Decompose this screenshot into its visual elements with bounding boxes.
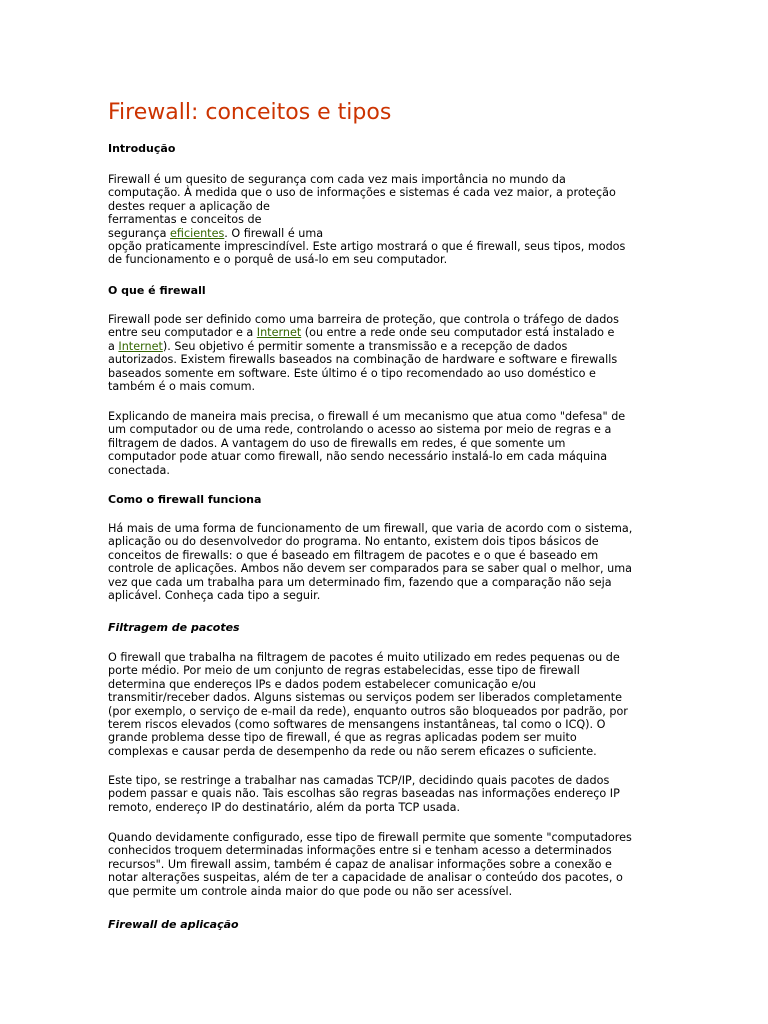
link-internet[interactable]: Internet: [118, 339, 163, 353]
heading-o-que-e-firewall: O que é firewall: [108, 284, 206, 297]
text-line: transmitir/receber dados. Alguns sistemas ou serviços podem ser liberados completamente: [108, 691, 623, 705]
text-line: complexas e causar perda de desempenho da rede ou não serem eficazes o suficiente.: [108, 744, 597, 758]
text-line: O firewall que trabalha na filtragem de pacotes é muito utilizado em redes pequenas ou de: [108, 651, 620, 664]
text-line: terem riscos elevados (como softwares de mensangens instantâneas, tal como o ICQ). O: [108, 718, 606, 732]
text-line: recursos". Um firewall assim, também é capaz de analisar informações sobre a conexão e: [108, 857, 612, 871]
text-line: Firewall é um quesito de segurança com cada vez mais importância no mundo da: [108, 173, 566, 186]
link-eficientes[interactable]: eficientes: [170, 226, 225, 240]
text-line: porte médio. Por meio de um conjunto de regras estabelecidas, esse tipo de firewall: [108, 664, 580, 678]
text-line: conhecidos troquem determinadas informações entre si e tenham acesso a determinados: [108, 844, 612, 858]
text-line: opção praticamente imprescindível. Este artigo mostrará o que é firewall, seus tipos, modos: [108, 240, 626, 254]
text-line: podem passar e quais não. Tais escolhas são regras baseadas nas informações endereço IP: [108, 787, 620, 801]
heading-filtragem-de-pacotes: Filtragem de pacotes: [108, 621, 240, 634]
text-line: Quando devidamente configurado, esse tipo de firewall permite que somente "computadores: [108, 831, 632, 844]
text-line: remoto, endereço IP do destinatário, além da porta TCP usada.: [108, 800, 461, 814]
link-internet[interactable]: Internet: [256, 326, 302, 340]
text-line: baseados somente em software. Este último é o tipo recomendado ao uso doméstico e: [108, 366, 596, 380]
heading-introducao: Introdução: [108, 142, 176, 155]
text-line: conectada.: [108, 463, 170, 477]
paragraph-introducao: [108, 173, 625, 267]
paragraph-o-que-e-firewall-1: [108, 313, 619, 393]
text-line: Explicando de maneira mais precisa, o firewall é um mecanismo que atua como "defesa" de: [108, 410, 626, 423]
text-line: filtragem de dados. A vantagem do uso de firewalls em redes, é que somente um: [108, 436, 566, 450]
heading-como-funciona: Como o firewall funciona: [108, 493, 262, 506]
text-line: Este tipo, se restringe a trabalhar nas camadas TCP/IP, decidindo quais pacotes de dados: [108, 774, 610, 787]
text-line: que permite um controle ainda maior do que pode ou não ser acessível.: [108, 884, 513, 898]
text-line: autorizados. Existem firewalls baseados na combinação de hardware e software e firewalls: [108, 353, 618, 367]
text-line: conceitos de firewalls: o que é baseado em filtragem de pacotes e o que é baseado em: [108, 548, 599, 562]
text-line: ferramentas e conceitos de: [108, 213, 262, 227]
text-line: (por exemplo, o serviço de e-mail da rede), enquanto outros são bloqueados por padrão, por: [108, 704, 628, 718]
paragraph-filtragem-1: [108, 651, 628, 758]
text-line: entre seu computador e a Internet (ou entre a rede onde seu computador está instalado e: [108, 326, 615, 340]
text-line: também é o mais comum.: [108, 380, 256, 394]
text-line: aplicação ou do desenvolvedor do programa. No entanto, existem dois tipos básicos de: [108, 535, 599, 549]
text-line: segurança eficientes. O firewall é uma: [108, 226, 324, 240]
paragraph-o-que-e-firewall-2: [108, 410, 625, 477]
text-line: vez que cada um trabalha para um determinado fim, fazendo que a comparação não seja: [108, 575, 612, 589]
text-line: aplicável. Conheça cada tipo a seguir.: [108, 589, 321, 603]
paragraph-filtragem-3: [108, 831, 632, 898]
paragraph-como-funciona: [108, 522, 632, 602]
text-line: a Internet). Seu objetivo é permitir somente a transmissão e a recepção de dados: [108, 339, 568, 353]
heading-firewall-de-aplicacao: Firewall de aplicação: [108, 918, 239, 931]
text-line: computador pode atuar como firewall, não sendo necessário instalá-lo em cada máquina: [108, 450, 608, 464]
text-line: controle de aplicações. Ambos não devem ser comparados para se saber qual o melhor, uma: [108, 562, 632, 576]
paragraph-filtragem-2: [108, 774, 620, 814]
text-line: grande problema desse tipo de firewall, é que as regras aplicadas podem ser muito: [108, 731, 577, 745]
text-line: determina que endereços IPs e dados podem estabelecer comunicação e/ou: [108, 677, 537, 691]
text-line: um computador ou de uma rede, controlando o acesso ao sistema por meio de regras e a: [108, 423, 612, 437]
text-line: Firewall pode ser definido como uma barreira de proteção, que controla o tráfego de dados: [108, 313, 619, 326]
text-line: destes requer a aplicação de: [108, 199, 270, 213]
text-line: Há mais de uma forma de funcionamento de um firewall, que varia de acordo com o sistema,: [108, 522, 633, 535]
text-line: de funcionamento e o porquê de usá-lo em seu computador.: [108, 253, 448, 267]
text-line: computação. À medida que o uso de informações e sistemas é cada vez maior, a proteção: [108, 186, 616, 200]
page-title: Firewall: conceitos e tipos: [108, 100, 392, 125]
text-line: notar alterações suspeitas, além de ter a capacidade de analisar o conteúdo dos pacotes, o: [108, 871, 623, 885]
